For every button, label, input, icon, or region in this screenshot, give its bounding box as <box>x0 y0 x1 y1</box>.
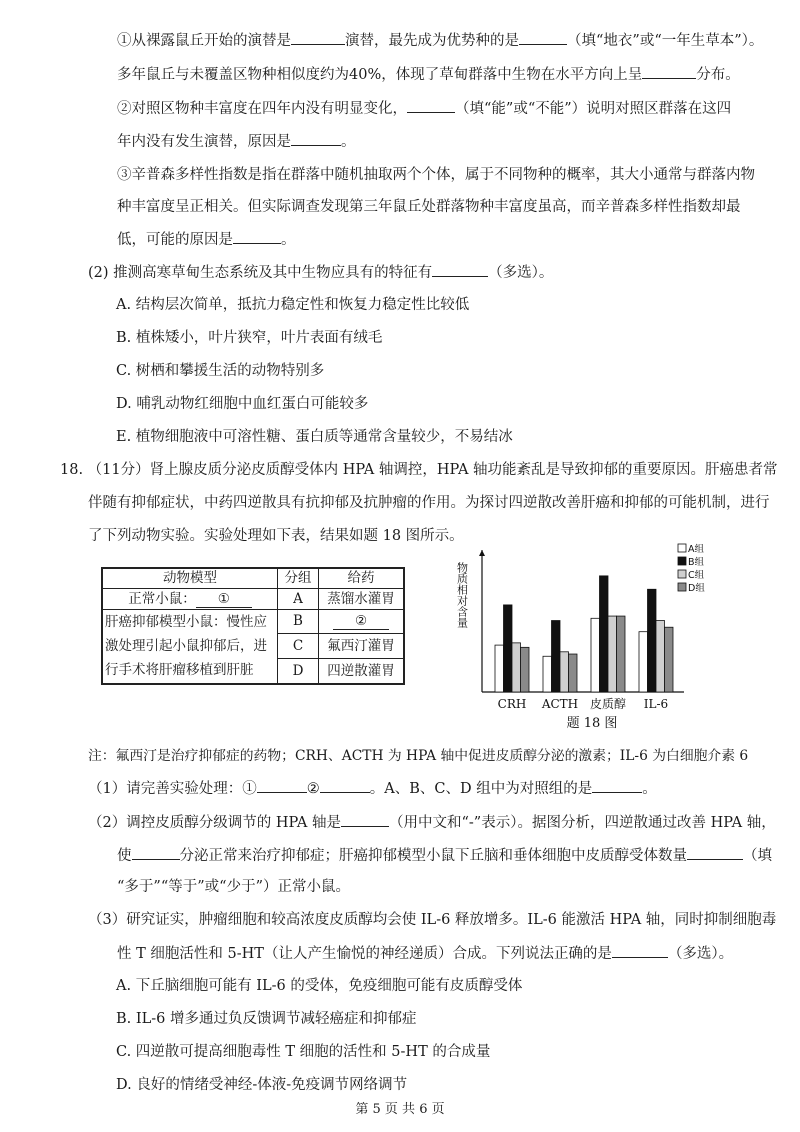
bar-ACTH-D组 <box>569 654 578 692</box>
bar-IL-6-D组 <box>665 627 674 692</box>
bar-ACTH-C组 <box>560 652 569 692</box>
x-tick-label: CRH <box>497 697 527 711</box>
q18-intro-3: 了下列动物实验。实验处理如下表，结果如题 18 图所示。 <box>88 528 464 544</box>
page-footer: 第 5 页 共 6 页 <box>355 1102 445 1117</box>
table-cell-group-d: D <box>278 659 319 684</box>
table-header-model: 动物模型 <box>102 568 278 589</box>
q17-option-b: B. 植株矮小，叶片狭窄，叶片表面有绒毛 <box>116 330 383 346</box>
bar-ACTH-B组 <box>552 621 561 692</box>
q18-option-d: D. 良好的情绪受神经-体液-免疫调节网络调节 <box>116 1077 408 1093</box>
chart-title: 题 18 图 <box>566 716 618 731</box>
y-axis-arrow <box>479 550 485 556</box>
legend-swatch-C组 <box>678 570 686 578</box>
q18-intro-2: 伴随有抑郁症状，中药四逆散具有抗抑郁及抗肿瘤的作用。为探讨四逆散改善肝癌和抑郁的可能机制，进行 <box>88 495 770 511</box>
bar-皮质醇-C组 <box>608 616 617 692</box>
bar-IL-6-A组 <box>639 632 648 692</box>
table-cell-group-b: B <box>278 609 319 634</box>
q17-part2: (2) 推测高寒草甸生态系统及其中生物应具有的特征有 （多选）。 <box>88 262 553 283</box>
legend-label: A组 <box>688 544 704 555</box>
x-tick-label: ACTH <box>541 697 579 711</box>
q17-option-c: C. 树栖和攀援生活的动物特别多 <box>116 363 325 379</box>
bar-chart <box>452 542 705 732</box>
bar-ACTH-A组 <box>543 656 552 692</box>
q18-option-c: C. 四逆散可提高细胞毒性 T 细胞的活性和 5-HT 的合成量 <box>116 1044 491 1060</box>
y-axis-label: 物质相对含量 <box>455 562 469 628</box>
q18-part2-line2: 使 分泌正常来治疗抑郁症；肝癌抑郁模型小鼠下丘脑和垂体细胞中皮质醇受体数量 （填 <box>117 845 772 866</box>
x-tick-label: IL-6 <box>643 697 669 711</box>
bar-CRH-D组 <box>521 647 530 692</box>
q17-line-3: ②对照区物种丰富度在四年内没有明显变化， （填“能”或“不能”）说明对照区群落在这四 <box>117 98 731 119</box>
q17-line-1: ①从裸露鼠丘开始的演替是 演替，最先成为优势种的是 （填“地衣”或“一年生草本”）。 <box>117 30 763 51</box>
table-cell-drug-a: 蒸馏水灌胃 <box>319 589 405 609</box>
q17-line-7: 低，可能的原因是 。 <box>117 229 296 250</box>
table-cell-drug-d: 四逆散灌胃 <box>319 659 405 684</box>
legend-swatch-D组 <box>678 583 686 591</box>
table-header-group: 分组 <box>278 568 319 589</box>
bar-IL-6-C组 <box>656 621 665 692</box>
figure-18-chart <box>452 542 705 732</box>
bar-CRH-A组 <box>495 645 504 692</box>
table-cell-group-a: A <box>278 589 319 609</box>
bar-皮质醇-B组 <box>600 576 609 692</box>
q17-option-e: E. 植物细胞液中可溶性糖、蛋白质等通常含量较少，不易结冰 <box>116 429 513 445</box>
bar-CRH-B组 <box>504 605 513 692</box>
bar-皮质醇-A组 <box>591 618 600 692</box>
bar-IL-6-B组 <box>648 589 657 692</box>
q18-part3-line1: （3）研究证实，肿瘤细胞和较高浓度皮质醇均会使 IL-6 释放增多。IL-6 能激活 HPA 轴，同时抑制细胞毒 <box>88 912 777 928</box>
q18-part2-line1: （2）调控皮质醇分级调节的 HPA 轴是 （用中文和“-”表示）。据图分析，四逆散通过改善 HPA 轴， <box>88 812 776 833</box>
x-tick-label: 皮质醇 <box>589 697 627 711</box>
legend-swatch-A组 <box>678 544 686 552</box>
bar-皮质醇-D组 <box>617 616 626 692</box>
q17-line-2: 多年鼠丘与未覆盖区物种相似度约为40%，体现了草甸群落中生物在水平方向上呈 分布。 <box>117 64 740 85</box>
q18-intro-1: 18. （11分）肾上腺皮质分泌皮质醇受体内 HPA 轴调控，HPA 轴功能紊乱是导致抑郁的重要原因。肝癌患者常 <box>60 462 778 478</box>
legend-label: C组 <box>688 570 705 581</box>
q17-option-d: D. 哺乳动物红细胞中血红蛋白可能较多 <box>116 396 369 412</box>
legend-label: B组 <box>688 557 705 568</box>
q18-part1: （1）请完善实验处理：① ② 。A、B、C、D 组中为对照组的是 。 <box>88 778 657 799</box>
table-header-drug: 给药 <box>319 568 405 589</box>
q17-line-5: ③辛普森多样性指数是指在群落中随机抽取两个个体，属于不同物种的概率，其大小通常与群落内物 <box>117 167 755 183</box>
q18-option-a: A. 下丘脑细胞可能有 IL-6 的受体，免疫细胞可能有皮质醇受体 <box>116 978 523 994</box>
q18-part2-line3: “多于”“等于”或“少于”）正常小鼠。 <box>117 879 350 895</box>
q17-option-a: A. 结构层次简单，抵抗力稳定性和恢复力稳定性比较低 <box>116 297 470 313</box>
table-cell-model-mouse: 肝癌抑郁模型小鼠：慢性应 激处理引起小鼠抑郁后，进 行手术将肝瘤移植到肝脏 <box>102 609 278 684</box>
table-cell-group-c: C <box>278 634 319 659</box>
q18-option-b: B. IL-6 增多通过负反馈调节减轻癌症和抑郁症 <box>116 1011 417 1027</box>
q17-line-6: 种丰富度呈正相关。但实际调查发现第三年鼠丘处群落物种丰富度虽高，而辛普森多样性指数却最 <box>117 199 741 215</box>
table-cell-normal-mouse: 正常小鼠： ① <box>102 589 278 609</box>
bar-CRH-C组 <box>512 643 521 692</box>
legend-swatch-B组 <box>678 557 686 565</box>
table-cell-drug-b: ② <box>319 609 405 634</box>
q17-line-4: 年内没有发生演替，原因是 。 <box>117 131 356 152</box>
q18-part3-line2: 性 T 细胞活性和 5-HT（让人产生愉悦的神经递质）合成。下列说法正确的是 （多选）。 <box>117 943 733 964</box>
table-cell-drug-c: 氟西汀灌胃 <box>319 634 405 659</box>
experiment-table <box>101 567 405 685</box>
legend-label: D组 <box>688 583 705 594</box>
q18-note: 注：氟西汀是治疗抑郁症的药物；CRH、ACTH 为 HPA 轴中促进皮质醇分泌的激素；IL-6 为白细胞介素 6 <box>88 748 749 764</box>
